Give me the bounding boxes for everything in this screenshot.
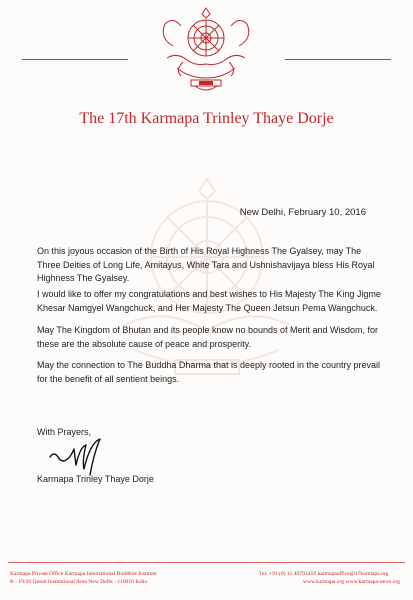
footer-web-line: www.karmapa.org www.karmapa-news.org xyxy=(303,579,401,585)
header-rule-right xyxy=(285,59,391,60)
letterhead-title: The 17th Karmapa Trinley Thaye Dorje xyxy=(79,110,334,127)
footer-rule xyxy=(8,562,405,563)
paragraph-kingdom: May The Kingdom of Bhutan and its people know no bounds of Merit and Wisdom, for these are the absolute cause of peace and prosperity. xyxy=(37,325,379,349)
paragraph-congratulations: I would like to offer my congratulations and best wishes to His Majesty The King Jigme Khesar Namgyel Wangchuck, and Her Majesty The Queen Jetsun Pema Wangchuck. xyxy=(37,289,381,313)
header-rule-left xyxy=(22,59,128,60)
paragraph-blessing: On this joyous occasion of the Birth of His Royal Highness The Gyalsey, may The Three Deities of Long Life, Amitayus, White Tara and Ushnishavijaya bless His Royal Highness The Gyalsey. xyxy=(37,246,375,283)
letter-date: New Delhi, February 10, 2016 xyxy=(239,207,366,218)
footer-contact-line: Tel. +91 (0) 11 40793459 karmapaoffice@17karmapa.org xyxy=(259,571,389,577)
letter-closing: With Prayers, xyxy=(37,427,92,437)
signer-name: Karmapa Trinley Thaye Dorje xyxy=(37,474,154,484)
footer-address-line: B - 19/20 Qutub Institutional Area New Delhi - 110016 India xyxy=(10,579,147,585)
handwritten-signature xyxy=(44,437,116,479)
dharma-wheel-emblem-icon xyxy=(153,6,259,98)
paragraph-dharma: May the connection to The Buddha Dharma that is deeply rooted in the country prevail for the benefit of all sentient beings. xyxy=(37,360,381,384)
footer-office-line: Karmapa Private Office Karmapa International Buddhist Institute xyxy=(10,571,157,577)
